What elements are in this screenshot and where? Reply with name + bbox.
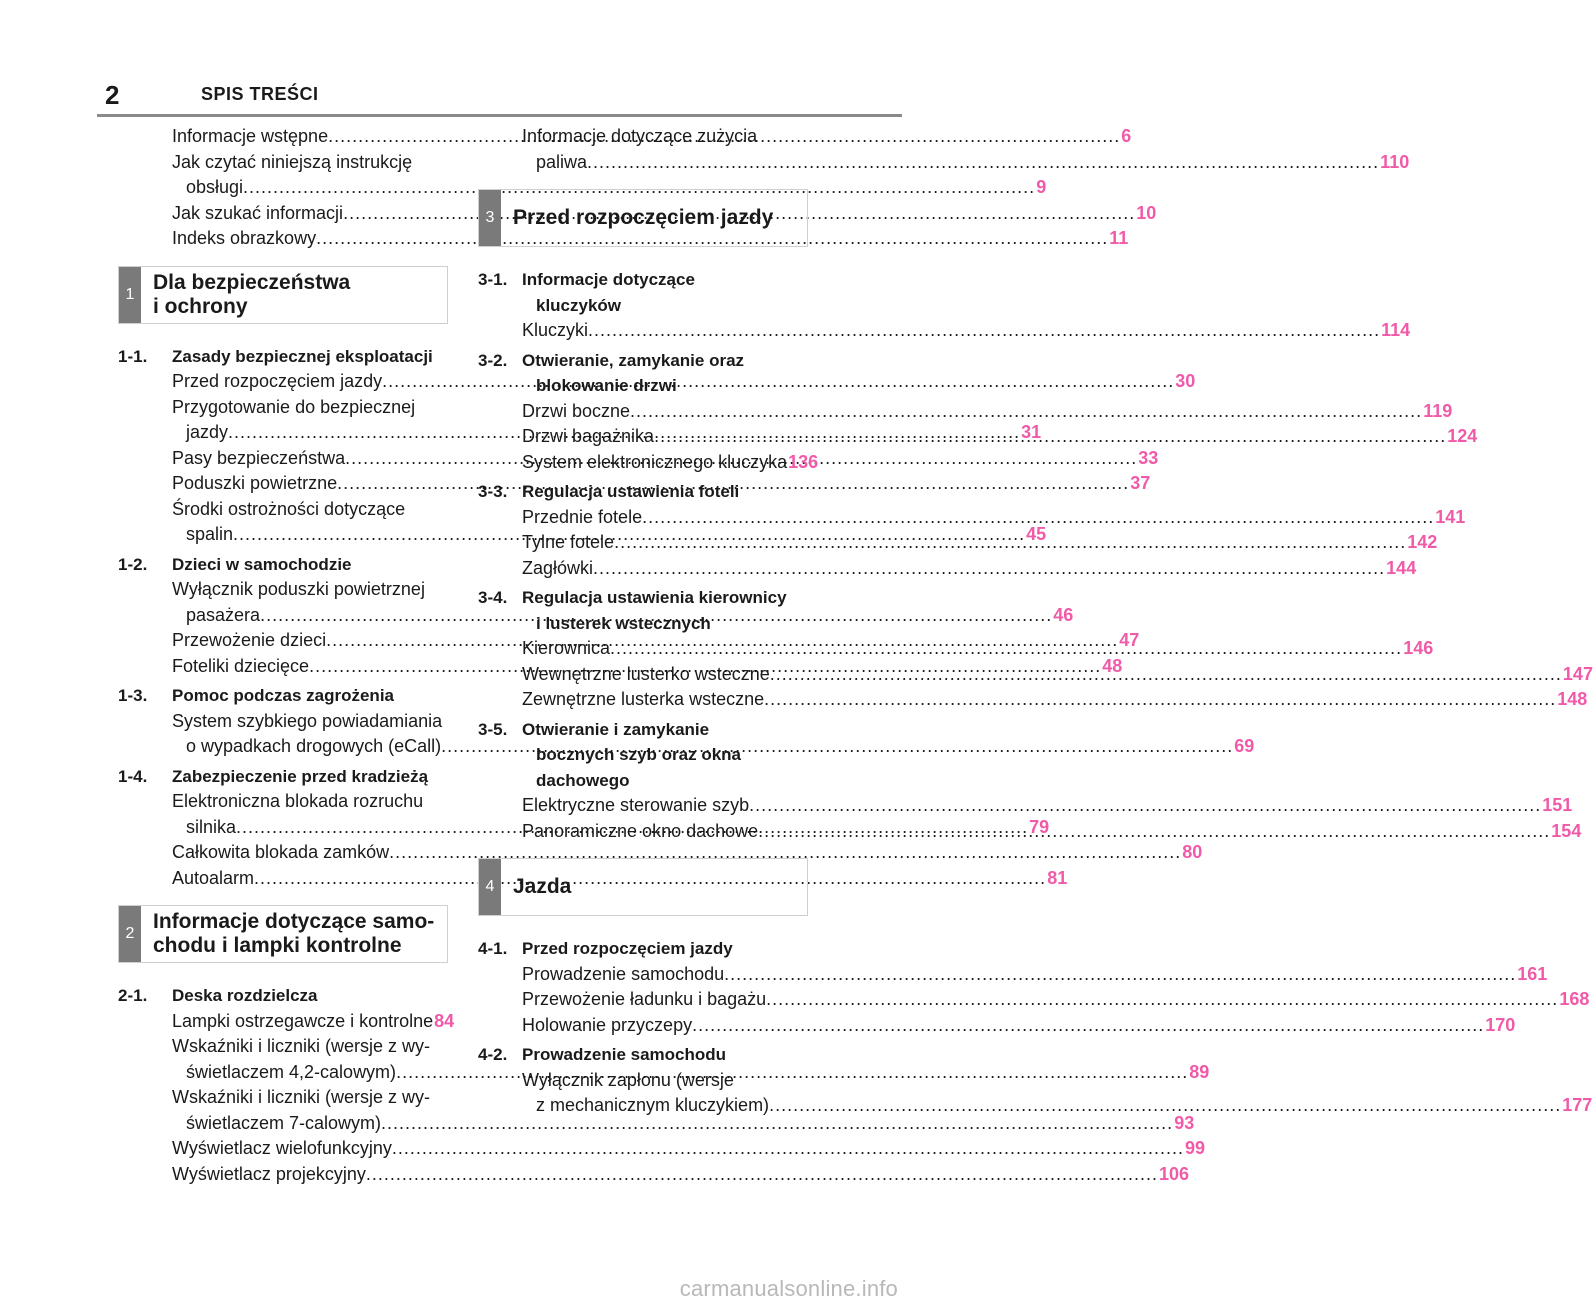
toc-entry-leader	[172, 1136, 1206, 1162]
subsection-heading: 4-1. Przed rozpoczęciem jazdy	[478, 939, 733, 958]
page-link[interactable]: 79	[1029, 816, 1050, 837]
leader-dots	[692, 1013, 1484, 1039]
toc-entry-leader	[522, 987, 1590, 1013]
toc-entry-text: Indeks obrazkowy	[172, 228, 317, 248]
watermark: carmanualsonline.info	[679, 1276, 898, 1301]
page-link[interactable]: 46	[1053, 604, 1074, 625]
toc-entry-text: Jak czytać niniejszą instrukcję	[172, 151, 413, 172]
subsection-heading: 1-2. Dzieci w samochodzie	[118, 554, 352, 574]
toc-entry-text: Wskaźniki i liczniki (wersje z wy-	[172, 1087, 431, 1107]
toc-entry-leader	[172, 1009, 455, 1035]
toc-entry-text: silnika	[186, 816, 237, 837]
page-link[interactable]: 161	[1517, 963, 1548, 984]
subsection-heading: 4-2. Prowadzenie samochodu	[478, 1045, 727, 1064]
section-tab: 3	[479, 190, 501, 246]
leader-dots	[758, 816, 1550, 845]
toc-entry-leader	[172, 226, 1129, 252]
page-link[interactable]: 124	[1447, 426, 1478, 446]
leader-dots	[630, 399, 1422, 425]
leader-dots	[749, 793, 1541, 819]
page-link[interactable]: 110	[1380, 151, 1410, 172]
toc-entry-text: z mechanicznym kluczykiem)	[536, 1095, 770, 1115]
page-link[interactable]: 119	[1423, 400, 1453, 421]
section-title: chodu i lampki kontrolne	[153, 934, 402, 957]
toc-entry-text: Wyłącznik poduszki powietrznej	[172, 579, 425, 599]
toc-entry-text: Przewożenie ładunku i bagażu	[522, 989, 767, 1009]
toc-entry-text: Informacje wstępne	[172, 126, 329, 146]
page-link[interactable]: 89	[1189, 1061, 1210, 1082]
toc-entry[interactable]	[478, 962, 1548, 988]
toc-entry-leader	[522, 687, 1588, 713]
toc-entry-text: Drzwi bagażnika	[522, 426, 655, 446]
toc-entry-text: Lampki ostrzegawcze i kontrolne	[172, 1010, 434, 1031]
toc-entry-text: System szybkiego powiadamiania	[172, 710, 443, 731]
section-4-band[interactable]	[478, 858, 808, 916]
leader-dots	[654, 424, 1446, 450]
toc-entry[interactable]	[478, 124, 1410, 175]
toc-entry-text: Tylne fotele	[522, 532, 615, 552]
toc-entry-text: Przednie fotele	[522, 506, 643, 527]
toc-entry-text: o wypadkach drogowych (eCall)	[186, 736, 442, 756]
leader-dots	[588, 318, 1380, 344]
leader-dots	[392, 1136, 1184, 1162]
page-link[interactable]: 30	[1175, 371, 1196, 391]
leader-dots	[610, 636, 1402, 662]
subsection-heading: 1-3. Pomoc podczas zagrożenia	[118, 686, 394, 705]
section-title: Jazda	[513, 875, 572, 898]
toc-entry-leader	[172, 175, 1047, 201]
toc-entry-leader	[522, 962, 1548, 988]
page-link[interactable]: 147	[1562, 663, 1593, 684]
toc-entry-text: Elektroniczna blokada rozruchu	[172, 791, 424, 811]
toc-entry-text: Informacje dotyczące zużycia	[522, 126, 758, 146]
leader-dots	[366, 1162, 1158, 1188]
page-link[interactable]: 148	[1557, 689, 1588, 709]
leader-dots	[769, 1095, 1561, 1115]
toc-entry-text: Prowadzenie samochodu	[522, 963, 725, 984]
toc-entry-text: Poduszki powietrzne	[172, 473, 338, 493]
toc-entry[interactable]	[478, 556, 1417, 582]
toc-entry-leader	[522, 793, 1573, 819]
toc-entry-leader	[522, 450, 819, 476]
toc-entry-text: Autoalarm	[172, 867, 255, 888]
leader-dots	[764, 687, 1556, 713]
toc-entry[interactable]	[478, 687, 1588, 713]
toc-entry-text: Elektryczne sterowanie szyb	[522, 795, 750, 815]
page-link[interactable]: 142	[1407, 532, 1438, 552]
leader-dots	[724, 962, 1516, 988]
toc-entry-leader	[172, 734, 1255, 760]
subsection-heading: 3-3. Regulacja ustawienia foteli	[478, 482, 740, 501]
subsection-heading: 3-5. Otwieranie i zamykanie bocznych szyb oraz okna dachowego	[478, 719, 741, 790]
section-title: Dla bezpieczeństwa	[153, 270, 351, 294]
page-link[interactable]: 177	[1562, 1095, 1593, 1115]
leader-dots	[770, 662, 1562, 688]
toc-entry-text: Przewożenie dzieci	[172, 630, 327, 650]
toc-entry-leader	[522, 1013, 1516, 1039]
toc-entry-text: Przed rozpoczęciem jazdy	[172, 371, 383, 391]
page-link[interactable]: 170	[1485, 1014, 1516, 1035]
page-header	[97, 72, 902, 116]
page-link[interactable]: 84	[434, 1010, 455, 1031]
toc-entry-text: świetlaczem 4,2-calowym)	[186, 1061, 397, 1082]
toc-entry-text: Wskaźniki i liczniki (wersje z wy-	[172, 1036, 431, 1056]
toc-entry[interactable]	[478, 318, 1411, 344]
page-link[interactable]: 93	[1174, 1112, 1195, 1133]
section-1-band[interactable]	[118, 266, 448, 324]
page-link[interactable]: 114	[1381, 320, 1411, 340]
subsection-heading: 1-1. Zasady bezpiecznej eksploatacji	[118, 346, 433, 366]
leader-dots	[587, 152, 1379, 172]
page-link[interactable]: 154	[1551, 820, 1582, 841]
toc-entry[interactable]	[118, 1009, 455, 1035]
page-link[interactable]: 80	[1182, 842, 1203, 862]
page-link[interactable]: 144	[1386, 557, 1417, 578]
leader-dots	[642, 505, 1434, 531]
toc-entry-text: Zagłówki	[522, 557, 594, 578]
toc-entry[interactable]	[478, 793, 1573, 819]
toc-entry-leader	[522, 399, 1453, 425]
toc-entry[interactable]	[118, 226, 1129, 252]
toc-entry-leader	[172, 1111, 1195, 1137]
toc-entry[interactable]	[478, 450, 819, 476]
toc-entry-text: paliwa	[536, 151, 588, 172]
subsection-heading: 3-1. Informacje dotyczące kluczyków	[478, 270, 695, 315]
page-link[interactable]: 37	[1130, 473, 1151, 493]
toc-entry-text: obsługi	[186, 177, 244, 197]
toc-entry-text: Jak szukać informacji	[172, 202, 344, 223]
toc-entry[interactable]	[118, 1162, 1190, 1188]
toc-entry-leader	[522, 1093, 1593, 1119]
page-link[interactable]: 168	[1559, 989, 1590, 1009]
toc-entry-leader	[522, 318, 1411, 344]
page-link[interactable]: 141	[1435, 506, 1466, 527]
page-link[interactable]: 47	[1119, 630, 1140, 650]
toc-entry[interactable]	[478, 399, 1453, 425]
toc-entry-text: Wyświetlacz wielofunkcyjny	[172, 1138, 392, 1158]
toc-entry-text: Wewnętrzne lusterko wsteczne	[522, 663, 770, 684]
toc-entry-text: Holowanie przyczepy	[522, 1014, 693, 1035]
page-link[interactable]: 48	[1102, 655, 1123, 676]
page-link[interactable]: 151	[1542, 795, 1573, 815]
toc-entry-text: Pasy bezpieczeństwa	[172, 447, 346, 468]
toc-entry-text: Wyświetlacz projekcyjny	[172, 1163, 366, 1184]
subsection-heading: 3-2. Otwieranie, zamykanie oraz blokowanie drzwi	[478, 350, 745, 395]
toc-entry-text: Kierownica	[522, 638, 611, 658]
toc-entry[interactable]	[478, 505, 1466, 531]
toc-entry-text: Całkowita blokada zamków	[172, 842, 390, 862]
header-divider	[97, 114, 902, 117]
toc-entry-text: pasażera	[186, 604, 261, 625]
section-3-band[interactable]	[478, 189, 808, 247]
page-link[interactable]: 9	[1036, 177, 1047, 197]
section-title: Informacje dotyczące samo-	[153, 910, 435, 933]
section-tab: 1	[119, 267, 141, 323]
toc-entry-leader	[172, 840, 1203, 866]
subsection-heading: 3-4. Regulacja ustawienia kierownicy i lusterek wstecznych	[478, 588, 787, 633]
toc-entry-text: Środki ostrożności dotyczące	[172, 498, 406, 519]
toc-entry-text: Foteliki dziecięce	[172, 655, 310, 676]
page-number: 2	[105, 80, 120, 110]
subsection-heading: 1-4. Zabezpieczenie przed kradzieżą	[118, 766, 429, 786]
toc-entry-text: jazdy	[186, 422, 229, 442]
section-title: i ochrony	[153, 294, 248, 318]
toc-entry-leader	[172, 1162, 1190, 1188]
leader-dots	[766, 987, 1558, 1013]
toc-entry-leader	[522, 505, 1466, 531]
page-link[interactable]: 146	[1403, 638, 1434, 658]
toc-entry-text: Panoramiczne okno dachowe	[522, 820, 759, 841]
page-link[interactable]: 31	[1021, 422, 1042, 442]
toc-entry-text: Wyłącznik zapłonu (wersje	[522, 1069, 734, 1090]
page-link[interactable]: 33	[1138, 447, 1159, 468]
page-link[interactable]: 99	[1185, 1138, 1206, 1158]
section-2-band[interactable]	[118, 905, 448, 963]
page-link[interactable]: 136	[788, 451, 819, 472]
leader-dots	[614, 530, 1406, 556]
toc-entry[interactable]	[118, 840, 1203, 866]
page-title: SPIS TREŚCI	[201, 84, 319, 104]
page-link[interactable]: 6	[1121, 126, 1132, 146]
toc-entry[interactable]	[118, 1136, 1206, 1162]
section-tab: 2	[119, 906, 141, 962]
toc-entry-text: Drzwi boczne	[522, 400, 631, 421]
toc-entry-text: spalin	[186, 524, 234, 544]
page-link[interactable]: 45	[1026, 524, 1047, 544]
page-link[interactable]: 106	[1159, 1163, 1190, 1184]
page-link[interactable]: 11	[1109, 228, 1129, 248]
toc-entry[interactable]	[478, 987, 1590, 1013]
toc-entry-leader	[522, 556, 1417, 582]
page-link[interactable]: 81	[1047, 867, 1068, 888]
subsection-heading: 2-1. Deska rozdzielcza	[118, 986, 318, 1005]
toc-entry-leader	[522, 150, 1410, 176]
toc-entry-text: System elektronicznego kluczyka	[522, 451, 788, 472]
toc-entry-text: Zewnętrzne lusterka wsteczne	[522, 689, 765, 709]
toc-entry[interactable]	[478, 1013, 1516, 1039]
leader-dots	[593, 556, 1385, 582]
page-link[interactable]: 10	[1136, 202, 1157, 223]
section-tab: 4	[479, 859, 501, 915]
toc-entry-text: Przygotowanie do bezpiecznej	[172, 396, 416, 417]
toc-entry-text: Kluczyki	[522, 320, 589, 340]
toc-entry-text: świetlaczem 7-calowym)	[186, 1112, 382, 1133]
page-link[interactable]: 69	[1234, 736, 1255, 756]
section-title: Przed rozpoczęciem jazdy	[513, 206, 774, 229]
